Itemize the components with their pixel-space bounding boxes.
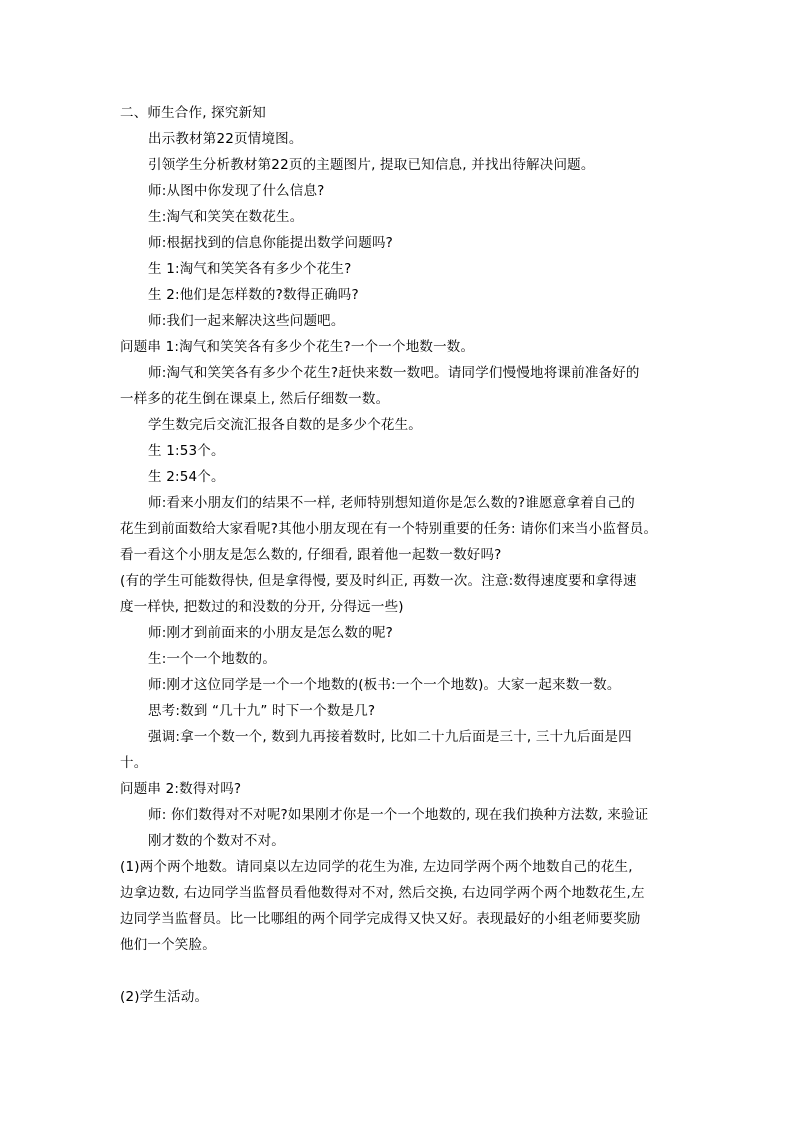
text-line: 他们一个笑脸。 [120,937,216,953]
text-line: 师: 你们数得对不对呢?如果刚才你是一个一个地数的, 现在我们换种方法数, 来验证 [148,807,649,823]
text-line: (有的学生可能数得快, 但是拿得慢, 要及时纠正, 再数一次。注意:数得速度要和拿得速 [120,573,637,589]
text-line: 生 1:淘气和笑笑各有多少个花生? [148,261,352,277]
text-line: 花生到前面数给大家看呢?其他小朋友现在有一个特别重要的任务: 请你们来当小监督员。 [120,521,658,537]
text-line: 师:刚才到前面来的小朋友是怎么数的呢? [148,625,394,641]
text-line: 边拿边数, 右边同学当监督员看他数得对不对, 然后交换, 右边同学两个两个地数花生,左 [120,885,645,901]
text-line: 师:看来小朋友们的结果不一样, 老师特别想知道你是怎么数的?谁愿意拿着自己的 [148,495,635,511]
text-line: (2)学生活动。 [120,989,209,1005]
text-line: 师:我们一起来解决这些问题吧。 [148,313,345,329]
text-line: 引领学生分析教材第22页的主题图片, 提取已知信息, 并找出待解决问题。 [148,157,595,173]
text-line: 学生数完后交流汇报各自数的是多少个花生。 [148,417,422,433]
text-line: 师:从图中你发现了什么信息? [148,183,325,199]
text-line: 生:淘气和笑笑在数花生。 [148,209,304,225]
text-line: 生 2:54个。 [148,469,225,485]
text-line: 生 1:53个。 [148,443,225,459]
text-line: 边同学当监督员。比一比哪组的两个同学完成得又快又好。表现最好的小组老师要奖励 [120,911,641,927]
text-line: 生 2:他们是怎样数的?数得正确吗? [148,287,359,303]
text-line: 刚才数的个数对不对。 [148,833,285,849]
text-line: 思考:数到 “几十九” 时下一个数是几? [148,703,376,719]
text-line: 问题串 2:数得对吗? [120,781,242,797]
text-line: 师:根据找到的信息你能提出数学问题吗? [148,235,394,251]
text-line: 一样多的花生倒在课桌上, 然后仔细数一数。 [120,391,390,407]
section-heading: 二、师生合作, 探究新知 [120,105,266,121]
text-line: 强调:拿一个数一个, 数到九再接着数时, 比如二十九后面是三十, 三十九后面是四 [148,729,632,745]
text-line [120,958,680,984]
text-line: 问题串 1:淘气和笑笑各有多少个花生?一个一个地数一数。 [120,339,475,355]
text-line: 十。 [120,755,148,771]
text-line: 度一样快, 把数过的和没数的分开, 分得远一些) [120,599,404,615]
text-line: 看一看这个小朋友是怎么数的, 仔细看, 跟着他一起数一数好吗? [120,547,502,563]
text-line: 师:淘气和笑笑各有多少个花生?赶快来数一数吧。请同学们慢慢地将课前准备好的 [148,365,640,381]
text-line: 出示教材第22页情境图。 [148,131,303,147]
text-line: 师:刚才这位同学是一个一个地数的(板书:一个一个地数)。大家一起来数一数。 [148,677,621,693]
text-line: (1)两个两个地数。请同桌以左边同学的花生为准, 左边同学两个两个地数自己的花生, [120,859,633,875]
text-line: 生:一个一个地数的。 [148,651,277,667]
document-body [120,100,680,1010]
